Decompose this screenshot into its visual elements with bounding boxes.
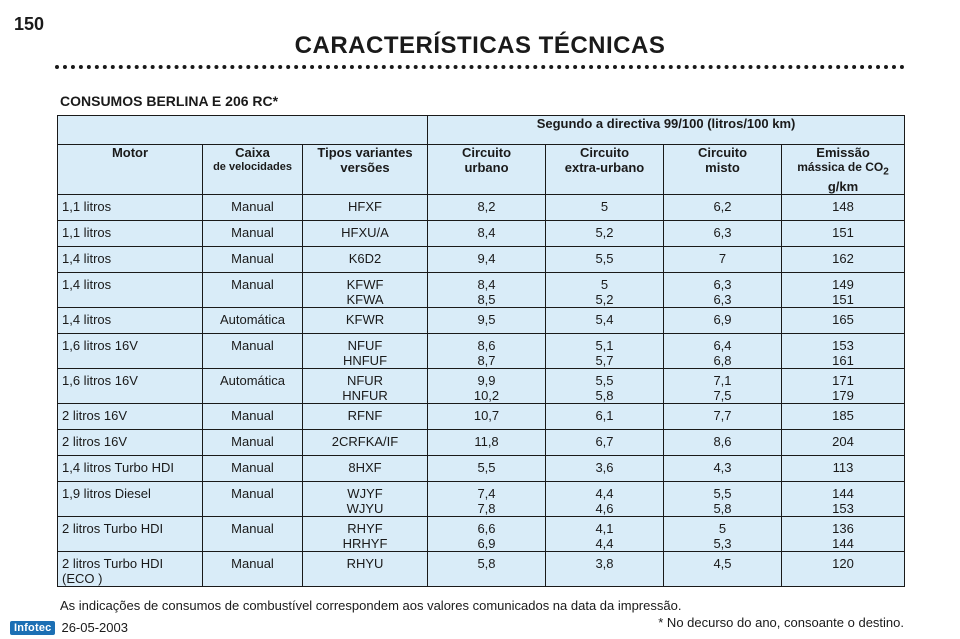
- cell-misto: 6,4 6,8: [664, 334, 782, 369]
- cell-motor: 2 litros Turbo HDI: [58, 517, 203, 552]
- cell-misto: 6,9: [664, 308, 782, 334]
- cell-motor: 1,6 litros 16V: [58, 369, 203, 404]
- cell-extra: 5,5: [546, 247, 664, 273]
- directive-header: Segundo a directiva 99/100 (litros/100 km): [428, 116, 905, 145]
- cell-tipos: RHYU: [303, 552, 428, 587]
- cell-extra: 5,2: [546, 221, 664, 247]
- cell-extra: 5: [546, 195, 664, 221]
- table-row: [58, 482, 905, 517]
- cell-extra: 5 5,2: [546, 273, 664, 308]
- section-title: CONSUMOS BERLINA E 206 RC*: [60, 93, 279, 109]
- cell-co2: 136 144: [782, 517, 905, 552]
- dotted-divider: [55, 65, 905, 69]
- cell-tipos: HFXU/A: [303, 221, 428, 247]
- cell-motor: 1,6 litros 16V: [58, 334, 203, 369]
- cell-tipos: 8HXF: [303, 456, 428, 482]
- cell-motor: 1,4 litros Turbo HDI: [58, 456, 203, 482]
- table-row: [58, 308, 905, 334]
- cell-co2: 162: [782, 247, 905, 273]
- cell-extra: 5,1 5,7: [546, 334, 664, 369]
- cell-co2: 153 161: [782, 334, 905, 369]
- cell-co2: 185: [782, 404, 905, 430]
- cell-motor: 2 litros Turbo HDI (ECO ): [58, 552, 203, 587]
- cell-caixa: Manual: [203, 247, 303, 273]
- cell-caixa: Manual: [203, 195, 303, 221]
- cell-motor: 2 litros 16V: [58, 430, 203, 456]
- cell-urbano: 11,8: [428, 430, 546, 456]
- cell-misto: 4,3: [664, 456, 782, 482]
- cell-co2: 113: [782, 456, 905, 482]
- cell-co2: 151: [782, 221, 905, 247]
- cell-caixa: Manual: [203, 273, 303, 308]
- cell-caixa: Manual: [203, 456, 303, 482]
- cell-tipos: K6D2: [303, 247, 428, 273]
- column-header-motor: Motor: [58, 145, 203, 195]
- cell-co2: 149 151: [782, 273, 905, 308]
- cell-motor: 1,4 litros: [58, 247, 203, 273]
- cell-co2: 204: [782, 430, 905, 456]
- cell-caixa: Automática: [203, 308, 303, 334]
- table-empty-header: [58, 116, 428, 145]
- cell-misto: 5 5,3: [664, 517, 782, 552]
- cell-misto: 6,3: [664, 221, 782, 247]
- cell-tipos: HFXF: [303, 195, 428, 221]
- publication-date: 26-05-2003: [61, 620, 128, 635]
- cell-tipos: KFWR: [303, 308, 428, 334]
- table-row: [58, 195, 905, 221]
- table-column-header-row: [58, 145, 905, 195]
- table-row: [58, 273, 905, 308]
- cell-extra: 4,1 4,4: [546, 517, 664, 552]
- cell-extra: 5,4: [546, 308, 664, 334]
- column-header-urbano: Circuito urbano: [428, 145, 546, 195]
- consumption-table: [57, 115, 905, 587]
- cell-motor: 1,1 litros: [58, 221, 203, 247]
- cell-misto: 6,3 6,3: [664, 273, 782, 308]
- cell-tipos: RFNF: [303, 404, 428, 430]
- cell-tipos: 2CRFKA/IF: [303, 430, 428, 456]
- page-title: CARACTERÍSTICAS TÉCNICAS: [294, 32, 666, 59]
- column-header-extra-urbano: Circuito extra-urbano: [546, 145, 664, 195]
- cell-urbano: 5,8: [428, 552, 546, 587]
- cell-misto: 7,1 7,5: [664, 369, 782, 404]
- column-header-tipos: Tipos variantes versões: [303, 145, 428, 195]
- cell-urbano: 8,2: [428, 195, 546, 221]
- page-number: 150: [14, 14, 45, 34]
- cell-misto: 6,2: [664, 195, 782, 221]
- column-header-caixa: Caixa de velocidades: [203, 145, 303, 195]
- cell-tipos: KFWF KFWA: [303, 273, 428, 308]
- cell-urbano: 8,4 8,5: [428, 273, 546, 308]
- cell-co2: 148: [782, 195, 905, 221]
- table-row: [58, 334, 905, 369]
- cell-misto: 8,6: [664, 430, 782, 456]
- cell-urbano: 9,4: [428, 247, 546, 273]
- cell-tipos: WJYF WJYU: [303, 482, 428, 517]
- cell-urbano: 10,7: [428, 404, 546, 430]
- cell-urbano: 6,6 6,9: [428, 517, 546, 552]
- cell-co2: 165: [782, 308, 905, 334]
- table-group-header-row: [58, 116, 905, 145]
- table-row: [58, 552, 905, 587]
- cell-motor: 2 litros 16V: [58, 404, 203, 430]
- table-row: [58, 247, 905, 273]
- cell-extra: 4,4 4,6: [546, 482, 664, 517]
- cell-caixa: Manual: [203, 517, 303, 552]
- cell-extra: 5,5 5,8: [546, 369, 664, 404]
- cell-urbano: 8,4: [428, 221, 546, 247]
- infotec-logo: Infotec: [10, 621, 55, 635]
- cell-co2: 171 179: [782, 369, 905, 404]
- cell-caixa: Manual: [203, 552, 303, 587]
- cell-urbano: 7,4 7,8: [428, 482, 546, 517]
- cell-extra: 6,7: [546, 430, 664, 456]
- cell-extra: 3,6: [546, 456, 664, 482]
- table-body: [58, 195, 905, 587]
- cell-urbano: 5,5: [428, 456, 546, 482]
- cell-tipos: NFUF HNFUF: [303, 334, 428, 369]
- table-row: [58, 404, 905, 430]
- cell-urbano: 8,6 8,7: [428, 334, 546, 369]
- cell-urbano: 9,5: [428, 308, 546, 334]
- table-row: [58, 517, 905, 552]
- cell-caixa: Manual: [203, 334, 303, 369]
- table-row: [58, 221, 905, 247]
- cell-extra: 3,8: [546, 552, 664, 587]
- cell-caixa: Automática: [203, 369, 303, 404]
- cell-motor: 1,1 litros: [58, 195, 203, 221]
- table-row: [58, 456, 905, 482]
- column-header-emissao: Emissão mássica de $CO_2$ g/km: [782, 145, 905, 195]
- footnote: As indicações de consumos de combustível correspondem aos valores comunicados na data da impressão.: [60, 598, 682, 613]
- cell-misto: 5,5 5,8: [664, 482, 782, 517]
- cell-tipos: NFUR HNFUR: [303, 369, 428, 404]
- cell-motor: 1,4 litros: [58, 273, 203, 308]
- cell-motor: 1,9 litros Diesel: [58, 482, 203, 517]
- footnote-asterisk: * No decurso do ano, consoante o destino.: [658, 615, 904, 630]
- cell-caixa: Manual: [203, 404, 303, 430]
- table-row: [58, 430, 905, 456]
- cell-motor: 1,4 litros: [58, 308, 203, 334]
- cell-misto: 7,7: [664, 404, 782, 430]
- cell-co2: 120: [782, 552, 905, 587]
- cell-caixa: Manual: [203, 430, 303, 456]
- cell-misto: 4,5: [664, 552, 782, 587]
- cell-extra: 6,1: [546, 404, 664, 430]
- cell-caixa: Manual: [203, 482, 303, 517]
- table-row: [58, 369, 905, 404]
- cell-urbano: 9,9 10,2: [428, 369, 546, 404]
- column-header-misto: Circuito misto: [664, 145, 782, 195]
- cell-tipos: RHYF HRHYF: [303, 517, 428, 552]
- cell-co2: 144 153: [782, 482, 905, 517]
- brand-footer: [10, 620, 128, 635]
- cell-misto: 7: [664, 247, 782, 273]
- cell-caixa: Manual: [203, 221, 303, 247]
